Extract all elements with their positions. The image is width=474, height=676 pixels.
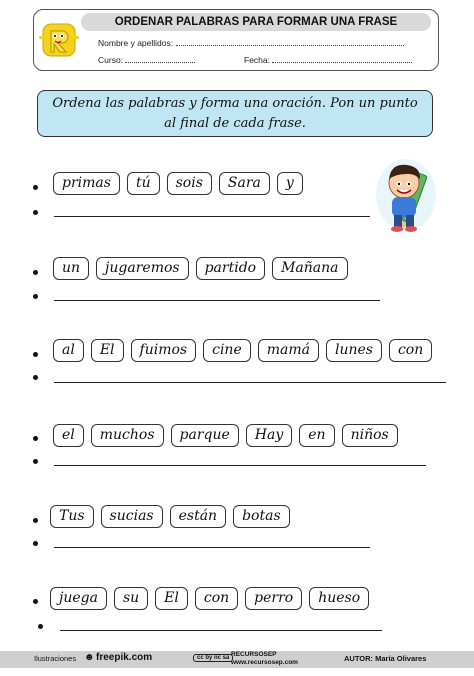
answer-line[interactable] bbox=[54, 465, 426, 466]
bullet-point bbox=[38, 624, 43, 629]
bullet-point bbox=[33, 518, 38, 523]
exercise-row bbox=[0, 424, 474, 480]
page-title: ORDENAR PALABRAS PARA FORMAR UNA FRASE bbox=[81, 13, 431, 31]
word-group bbox=[53, 339, 432, 362]
bullet-point bbox=[33, 599, 38, 604]
bullet-point bbox=[33, 294, 38, 299]
word-tile[interactable]: Sara bbox=[219, 172, 270, 195]
word-tile[interactable]: un bbox=[53, 257, 89, 280]
answer-line[interactable] bbox=[54, 216, 370, 217]
word-tile[interactable]: hueso bbox=[309, 587, 369, 610]
word-tile[interactable]: parque bbox=[171, 424, 239, 447]
word-tile[interactable]: botas bbox=[233, 505, 290, 528]
bullet-point bbox=[33, 352, 38, 357]
word-group bbox=[50, 505, 290, 528]
word-tile[interactable]: su bbox=[114, 587, 148, 610]
exercise-row bbox=[0, 172, 474, 228]
instruction-line-1: Ordena las palabras y forma una oración. Pon un punto bbox=[52, 96, 418, 111]
bullet-point bbox=[33, 270, 38, 275]
word-tile[interactable]: partido bbox=[196, 257, 266, 280]
word-tile[interactable]: cine bbox=[203, 339, 251, 362]
exercise-row bbox=[0, 505, 474, 561]
answer-line[interactable] bbox=[54, 382, 446, 383]
word-tile[interactable]: con bbox=[389, 339, 432, 362]
bullet-point bbox=[33, 210, 38, 215]
word-tile[interactable]: están bbox=[170, 505, 226, 528]
name-label: Nombre y apellidos: bbox=[98, 38, 174, 48]
site-name: RECURSOSEP bbox=[231, 651, 277, 658]
word-tile[interactable]: y bbox=[277, 172, 303, 195]
word-tile[interactable]: el bbox=[53, 424, 84, 447]
answer-line[interactable] bbox=[54, 547, 370, 548]
word-group bbox=[50, 587, 369, 610]
date-field[interactable] bbox=[244, 54, 412, 65]
bullet-point bbox=[33, 436, 38, 441]
bullet-point bbox=[33, 375, 38, 380]
author-credit: AUTOR: María Olivares bbox=[344, 654, 427, 663]
word-tile[interactable]: perro bbox=[245, 587, 302, 610]
word-tile[interactable]: Tus bbox=[50, 505, 94, 528]
bullet-point bbox=[33, 541, 38, 546]
word-tile[interactable]: juega bbox=[50, 587, 107, 610]
bullet-point bbox=[33, 185, 38, 190]
word-tile[interactable]: fuimos bbox=[131, 339, 197, 362]
word-tile[interactable]: niños bbox=[342, 424, 398, 447]
exercise-row bbox=[0, 257, 474, 313]
word-tile[interactable]: al bbox=[53, 339, 84, 362]
date-blank[interactable] bbox=[272, 54, 412, 63]
site-url[interactable]: www.recursosep.com bbox=[231, 659, 298, 666]
word-tile[interactable]: Hay bbox=[246, 424, 292, 447]
exercise-row bbox=[0, 587, 474, 643]
word-group bbox=[53, 257, 348, 280]
course-field[interactable] bbox=[98, 54, 195, 65]
word-tile[interactable]: primas bbox=[53, 172, 120, 195]
word-tile[interactable]: sucias bbox=[101, 505, 163, 528]
exercise-row bbox=[0, 339, 474, 395]
footer-bar bbox=[0, 651, 474, 668]
word-tile[interactable]: muchos bbox=[91, 424, 164, 447]
word-tile[interactable]: Mañana bbox=[272, 257, 347, 280]
name-field[interactable] bbox=[98, 37, 404, 48]
date-label: Fecha: bbox=[244, 55, 270, 65]
freepik-logo-icon: ☻ bbox=[84, 652, 95, 663]
name-blank[interactable] bbox=[176, 37, 404, 46]
course-blank[interactable] bbox=[125, 54, 195, 63]
freepik-credit: freepik.com bbox=[96, 652, 153, 663]
word-tile[interactable]: lunes bbox=[326, 339, 382, 362]
word-tile[interactable]: El bbox=[155, 587, 188, 610]
word-group bbox=[53, 424, 398, 447]
word-tile[interactable]: El bbox=[91, 339, 124, 362]
answer-line[interactable] bbox=[60, 630, 382, 631]
instruction-box bbox=[37, 90, 433, 137]
answer-line[interactable] bbox=[54, 300, 380, 301]
word-tile[interactable]: sois bbox=[167, 172, 212, 195]
illustrations-label: Ilustraciones bbox=[34, 654, 77, 663]
bullet-point bbox=[33, 459, 38, 464]
course-label: Curso: bbox=[98, 55, 124, 65]
word-tile[interactable]: jugaremos bbox=[96, 257, 189, 280]
instruction-line-2: al final de cada frase. bbox=[164, 116, 306, 131]
word-tile[interactable]: mamá bbox=[258, 339, 319, 362]
word-tile[interactable]: con bbox=[195, 587, 238, 610]
creative-commons-badge: cc by nc sa bbox=[193, 654, 233, 662]
letter-r-mascot-icon bbox=[37, 18, 81, 62]
word-group bbox=[53, 172, 303, 195]
header-card bbox=[33, 9, 439, 71]
word-tile[interactable]: tú bbox=[127, 172, 160, 195]
word-tile[interactable]: en bbox=[299, 424, 334, 447]
